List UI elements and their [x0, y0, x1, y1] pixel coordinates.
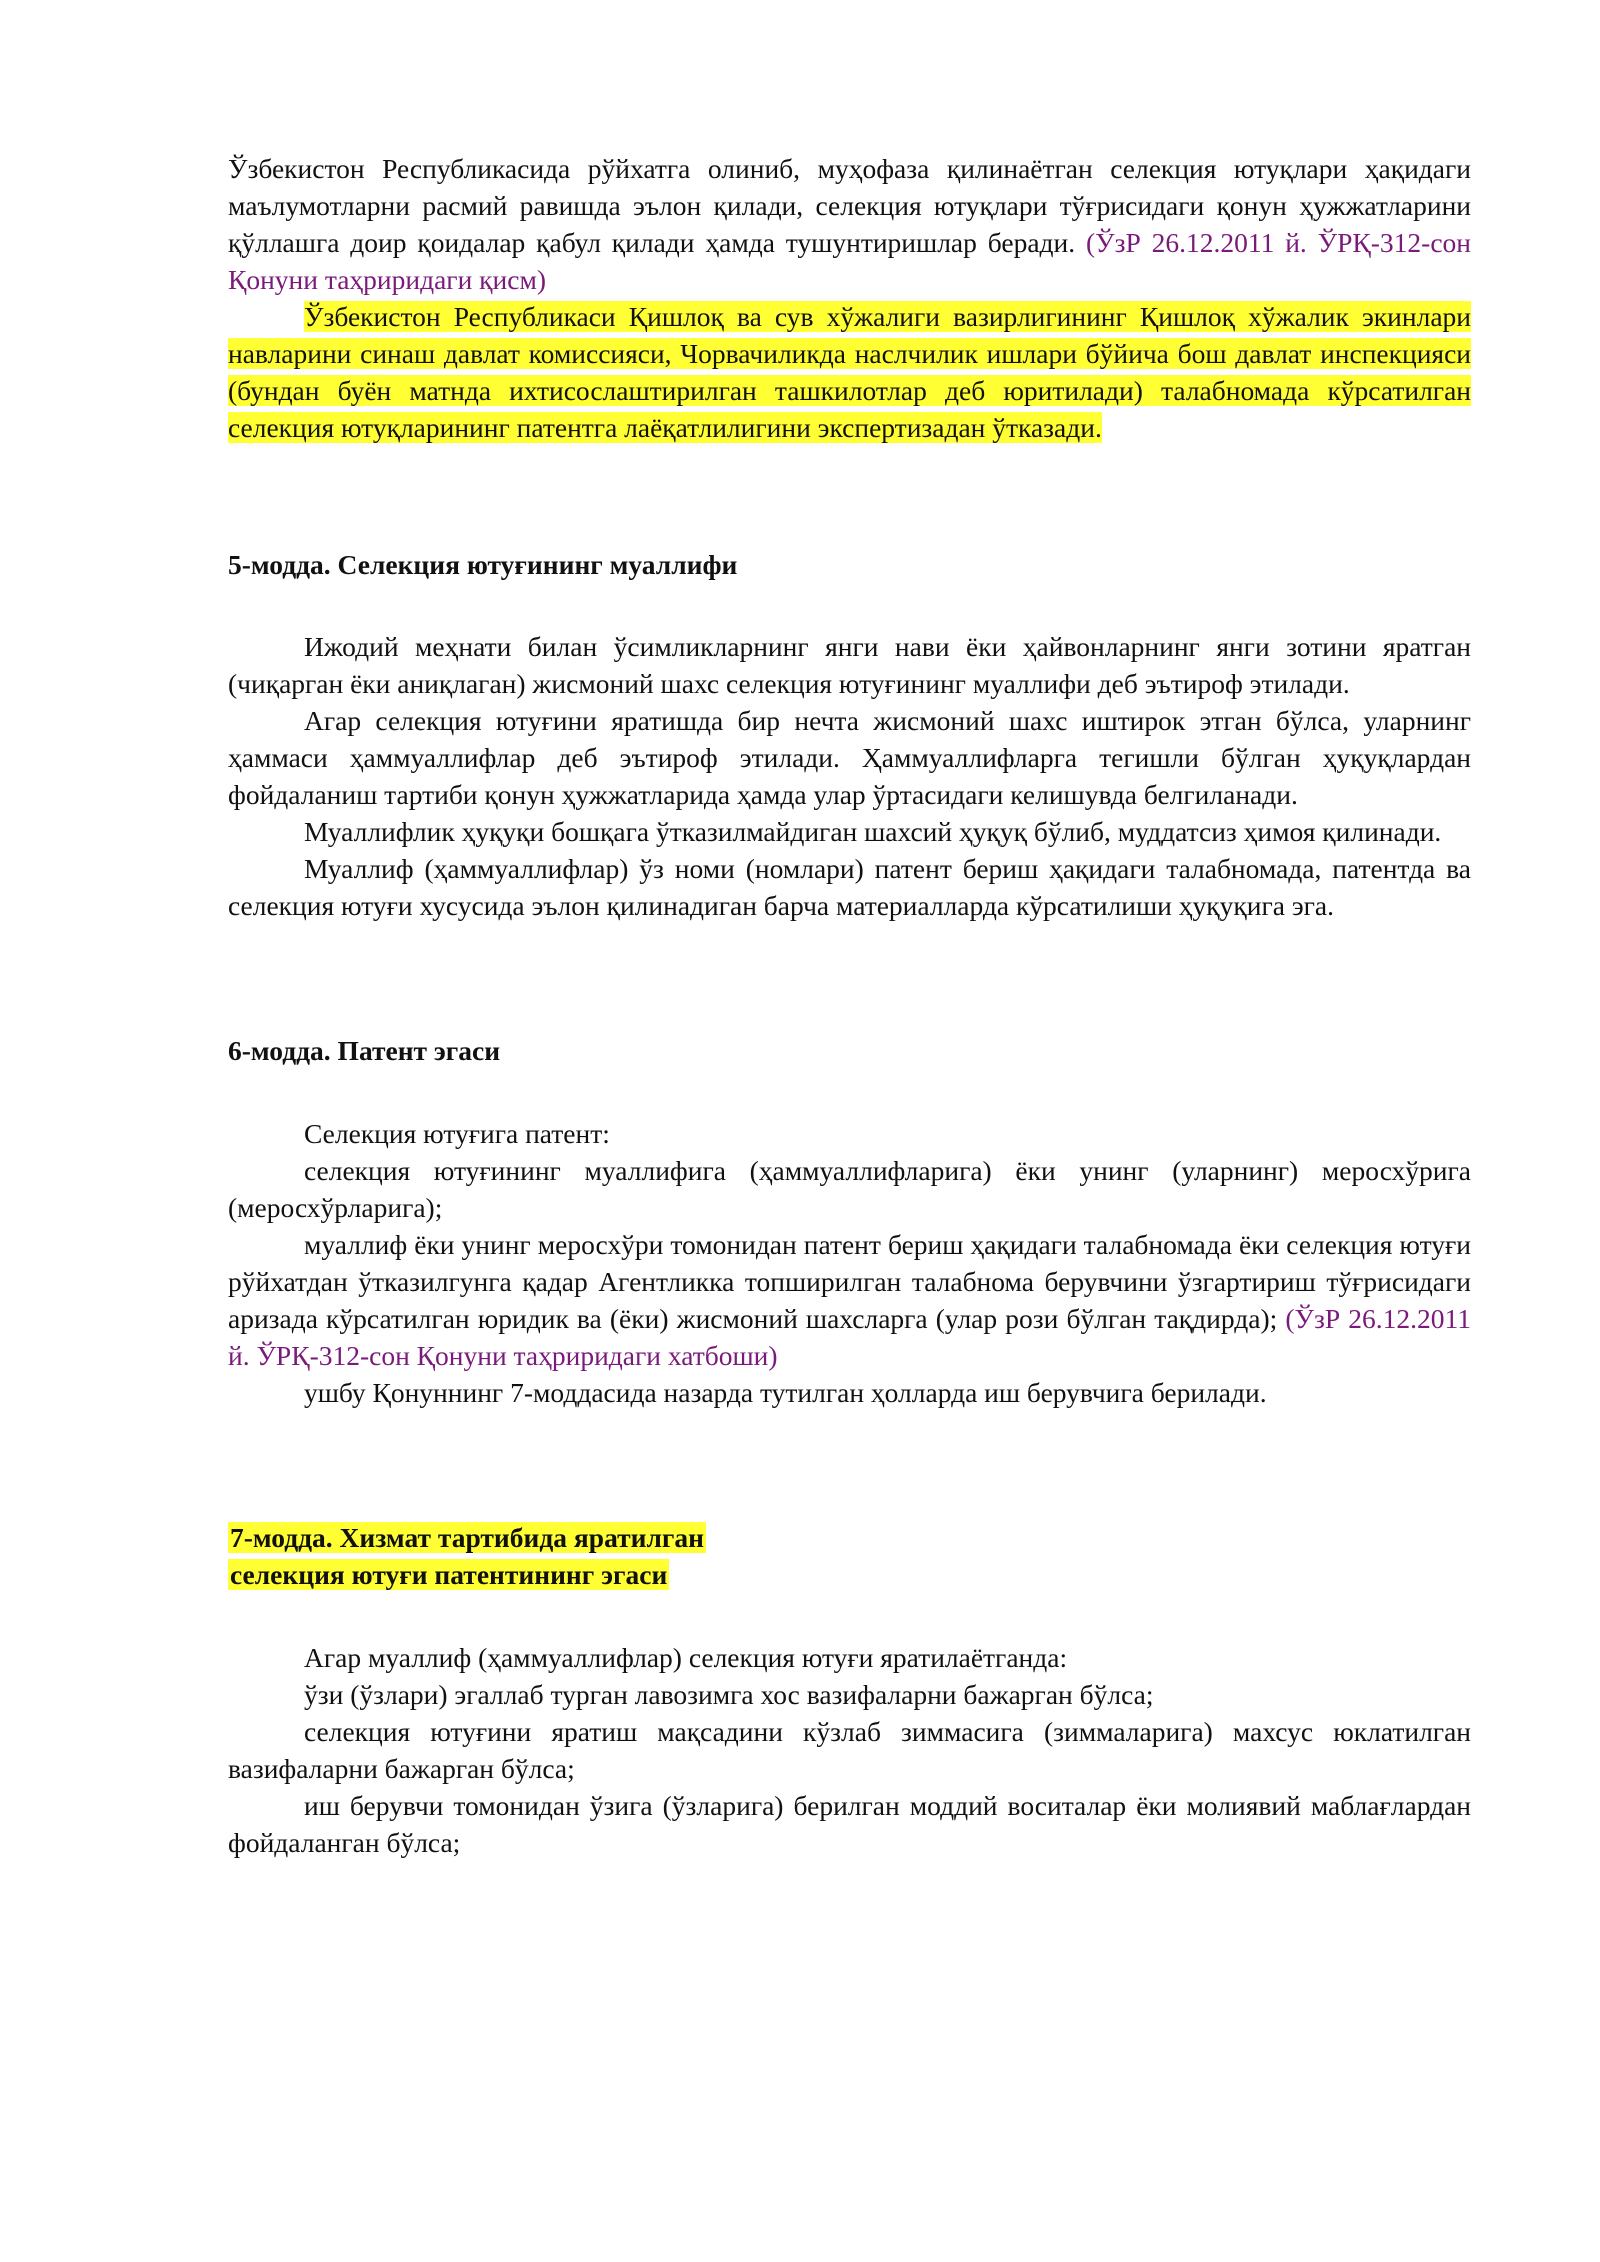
highlighted-heading: 7-модда. Хизмат тартибида яратилган	[230, 1522, 704, 1553]
highlighted-heading: селекция ютуғи патентининг эгаси	[230, 1559, 668, 1590]
article-6-item-text: муаллиф ёки унинг меросхўри томонидан патент бериш ҳақидаги талабномада ёки селекция ютуғи рўйхатдан ўтказилгунга қадар Агентликка топширилган талабнома берувчини ўзгартириш тўғрисидаги аризада кўрсатилган юридик ва (ёки) жисмоний шахсларга (улар рози бўлган тақдирда);	[228, 1229, 1471, 1334]
amendment-reference: (ЎзР 26.12.2011 й. ЎРҚ-312-сон Қонуни таҳриридаги қисм)	[228, 227, 1471, 295]
article-6-intro: Селекция ютуғига патент:	[304, 1118, 610, 1149]
article-7-paragraph: Агар муаллиф (ҳаммуаллифлар) селекция ютуғи яратилаётганда:	[304, 1642, 1068, 1673]
amendment-reference: (ЎзР 26.12.2011 й. ЎРҚ-312-сон Қонуни таҳриридаги хатбоши)	[228, 1303, 1472, 1371]
article-5-paragraph: Агар селекция ютуғини яратишда бир нечта жисмоний шахс иштирок этган бўлса, уларнинг ҳаммаси ҳаммуаллифлар деб эътироф этилади. Ҳаммуаллифларга тегишли бўлган ҳуқуқлардан фойдаланиш тартиби қонун ҳужжатларида ҳамда улар ўртасидаги келишувда белгиланади.	[228, 705, 1471, 810]
article-7-title-line-1	[228, 1519, 1471, 1556]
intro-paragraph-1	[228, 150, 1471, 298]
article-7-title-line-2	[228, 1556, 1471, 1593]
article-5-paragraph: Муаллиф (ҳаммуаллифлар) ўз номи (номлари) патент бериш ҳақидаги талабномада, патентда ва селекция ютуғи хусусида эълон қилинадиган барча материалларда кўрсатилиши ҳуқуқига эга.	[228, 853, 1471, 921]
intro-paragraph-2	[228, 298, 1471, 446]
article-5-title: 5-модда. Селекция ютуғининг муаллифи	[228, 549, 738, 580]
article-6-title: 6-модда. Патент эгаси	[228, 1035, 501, 1066]
article-7-paragraph: селекция ютуғини яратиш мақсадини кўзлаб зиммасига (зиммаларига) махсус юклатилган вазифаларни бажарган бўлса;	[228, 1716, 1471, 1784]
intro-paragraph-1-text: Ўзбекистон Республикасида рўйхатга олиниб, муҳофаза қилинаётган селекция ютуқлари ҳақидаги маълумотларни расмий равишда эълон қилади, селекция ютуқлари тўғрисидаги қонун ҳужжатларини қўллашга доир қоидалар қабул қилади ҳамда тушунтиришлар беради.	[228, 153, 1471, 258]
article-7-paragraph: ўзи (ўзлари) эгаллаб турган лавозимга хос вазифаларни бажарган бўлса;	[304, 1679, 1154, 1710]
article-6-item: селекция ютуғининг муаллифига (ҳаммуаллифларига) ёки унинг (уларнинг) меросхўрига (меросхўрларига);	[228, 1155, 1471, 1223]
article-5-paragraph: Ижодий меҳнати билан ўсимликларнинг янги нави ёки ҳайвонларнинг янги зотини яратган (чиқарган ёки аниқлаган) жисмоний шахс селекция ютуғининг муаллифи деб эътироф этилади.	[228, 631, 1471, 699]
highlighted-text: Ўзбекистон Республикаси Қишлоқ ва сув хўжалиги вазирлигининг Қишлоқ хўжалик экинлари навларини синаш давлат комиссияси, Чорвачиликда наслчилик ишлари бўйича бош давлат инспекцияси (бундан буён матнда ихтисослаштирилган ташкилотлар деб юритилади) талабномада кўрсатилган селекция ютуқларининг патентга лаёқатлилигини экспертизадан ўтказади.	[228, 301, 1471, 443]
document-page	[228, 150, 1471, 1861]
article-5-paragraph: Муаллифлик ҳуқуқи бошқага ўтказилмайдиган шахсий ҳуқуқ бўлиб, муддатсиз ҳимоя қилинади.	[304, 816, 1442, 847]
article-7-paragraph: иш берувчи томонидан ўзига (ўзларига) берилган моддий воситалар ёки молиявий маблағлардан фойдаланган бўлса;	[228, 1790, 1471, 1858]
article-6-item	[228, 1226, 1471, 1374]
article-6-item: ушбу Қонуннинг 7-моддасида назарда тутилган ҳолларда иш берувчига берилади.	[304, 1377, 1267, 1408]
